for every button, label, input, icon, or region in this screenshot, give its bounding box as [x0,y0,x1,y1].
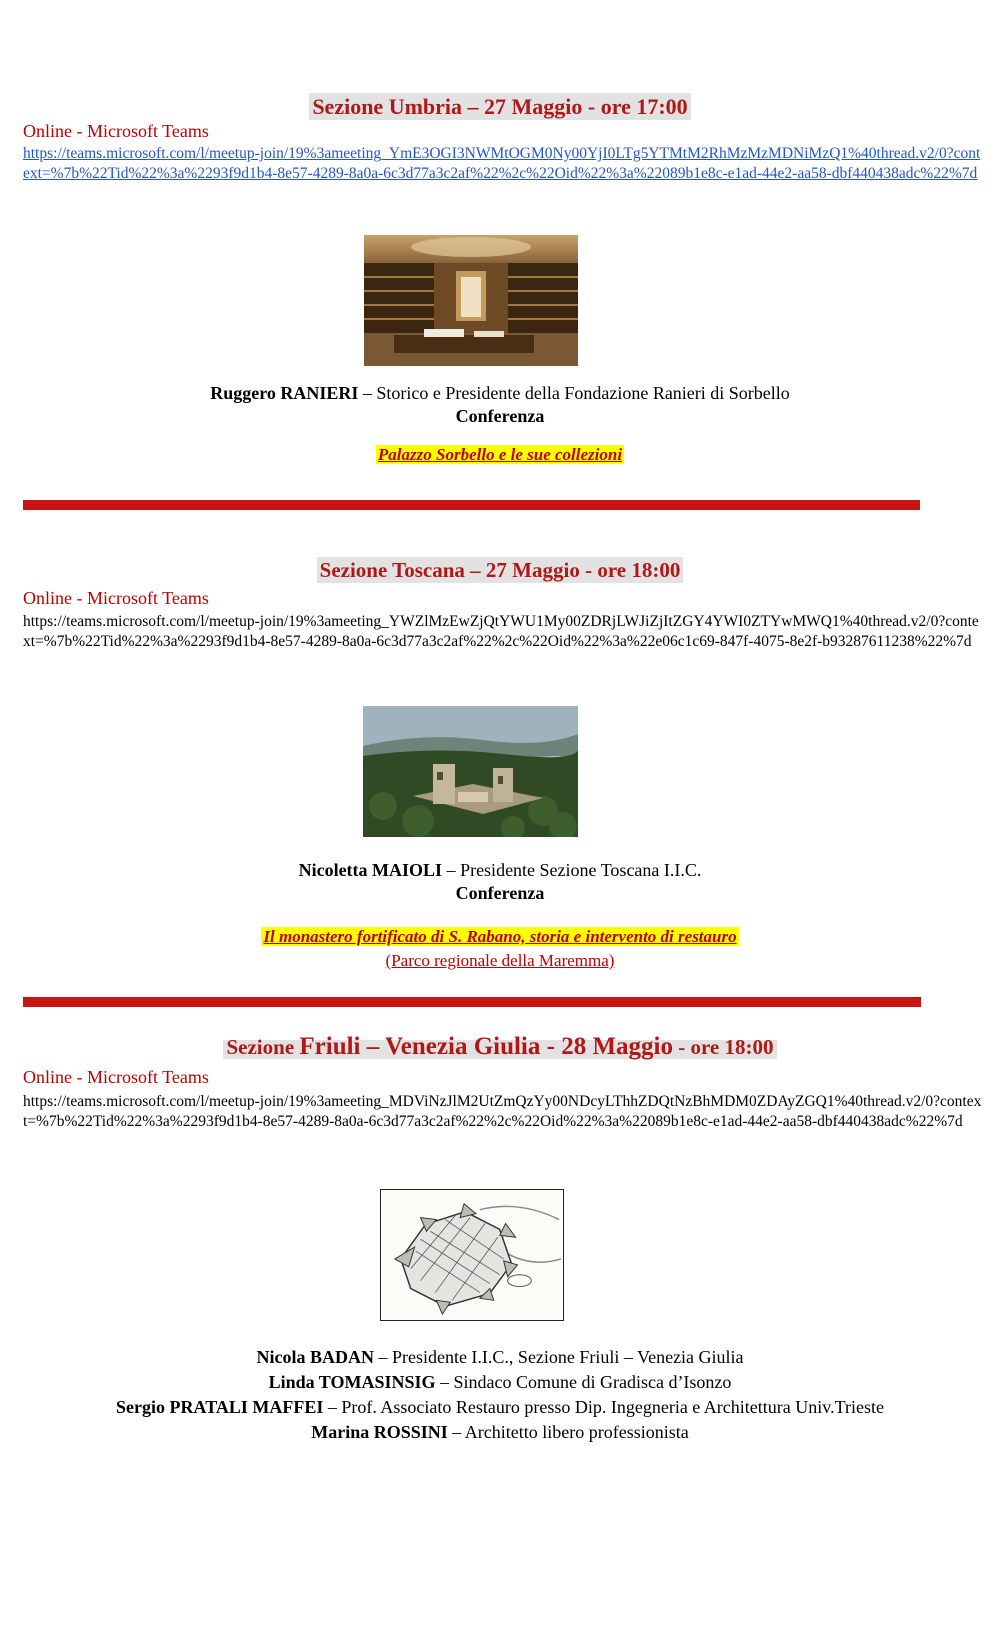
section-divider [23,500,920,510]
section-divider [23,997,921,1007]
umbria-conference-label: Conferenza [455,406,545,426]
toscana-talk-title: Il monastero fortificato di S. Rabano, storia e intervento di restauro [263,927,737,946]
umbria-talk-title: Palazzo Sorbello e le sue collezioni [377,445,623,464]
friuli-speaker-3-name: Sergio PRATALI MAFFEI [116,1397,324,1417]
umbria-online-label: Online - Microsoft Teams [23,121,209,141]
friuli-speaker-4-name: Marina ROSSINI [311,1422,448,1442]
toscana-section-title: Sezione Toscana – 27 Maggio - ore 18:00 [0,558,1000,583]
friuli-speaker-4 [0,1420,1000,1445]
toscana-teams-url[interactable]: https://teams.microsoft.com/l/meetup-join/19%3ameeting_YWZlMzEwZjQtYWU1My00ZDRjLWJiZjItZGY4YWI0ZTYwMWQ1%40thread.v2/0?context=%7b%22Tid%22%3a%2293f9d1b4-8e57-4289-8a0a-6c3d77a3c2af%22%2c%22Oid%22%3a%22e06c1c69-847f-4075-8e2f-b93287611238%22%7d [23,613,979,650]
toscana-speaker-name: Nicoletta MAIOLI [298,860,443,880]
friuli-speaker-3 [0,1395,1000,1420]
toscana-speaker-role: – Presidente Sezione Toscana I.I.C. [442,860,702,880]
friuli-speaker-2-role: – Sindaco Comune di Gradisca d’Isonzo [435,1372,732,1392]
toscana-talk-subtitle: (Parco regionale della Maremma) [385,951,615,970]
friuli-speaker-1-name: Nicola BADAN [256,1347,374,1367]
umbria-speaker-role: – Storico e Presidente della Fondazione Ranieri di Sorbello [358,383,790,403]
toscana-online-label: Online - Microsoft Teams [23,588,209,608]
friuli-teams-url[interactable]: https://teams.microsoft.com/l/meetup-join/19%3ameeting_MDViNzJlM2UtZmQzYy00NDcyLThhZDQtNzBhMDM0ZDAyZGQ1%40thread.v2/0?context=%7b%22Tid%22%3a%2293f9d1b4-8e57-4289-8a0a-6c3d77a3c2af%22%2c%22Oid%22%3a%22089b1e8c-e1ad-44e2-aa58-dbf440438adc%22%7d [23,1093,982,1130]
toscana-speaker [0,858,1000,883]
friuli-speaker-4-role: – Architetto libero professionista [447,1422,689,1442]
friuli-online-label: Online - Microsoft Teams [23,1067,209,1087]
fortress-map-image [380,1189,564,1321]
friuli-speaker-2-name: Linda TOMASINSIG [268,1372,436,1392]
friuli-speaker-1-role: – Presidente I.I.C., Sezione Friuli – Venezia Giulia [373,1347,744,1367]
umbria-speaker [0,381,1000,406]
friuli-speaker-2 [0,1370,1000,1395]
umbria-section-title: Sezione Umbria – 27 Maggio - ore 17:00 [0,94,1000,120]
friuli-speaker-3-role: – Prof. Associato Restauro presso Dip. Ingegneria e Architettura Univ.Trieste [323,1397,884,1417]
monastery-ruins-image [363,706,578,837]
library-interior-image [364,235,578,366]
friuli-speaker-1 [0,1345,1000,1370]
umbria-teams-link[interactable]: https://teams.microsoft.com/l/meetup-join/19%3ameeting_YmE3OGI3NWMtOGM0Ny00YjI0LTg5YTMtM2RhMzMzMDNiMzQ1%40thread.v2/0?context=%7b%22Tid%22%3a%2293f9d1b4-8e57-4289-8a0a-6c3d77a3c2af%22%2c%22Oid%22%3a%22089b1e8c-e1ad-44e2-aa58-dbf440438adc%22%7d [23,145,981,182]
umbria-speaker-name: Ruggero RANIERI [210,383,359,403]
friuli-section-title: Sezione Friuli – Venezia Giulia - 28 Maggio - ore 18:00 [0,1033,1000,1061]
toscana-conference-label: Conferenza [455,883,545,903]
